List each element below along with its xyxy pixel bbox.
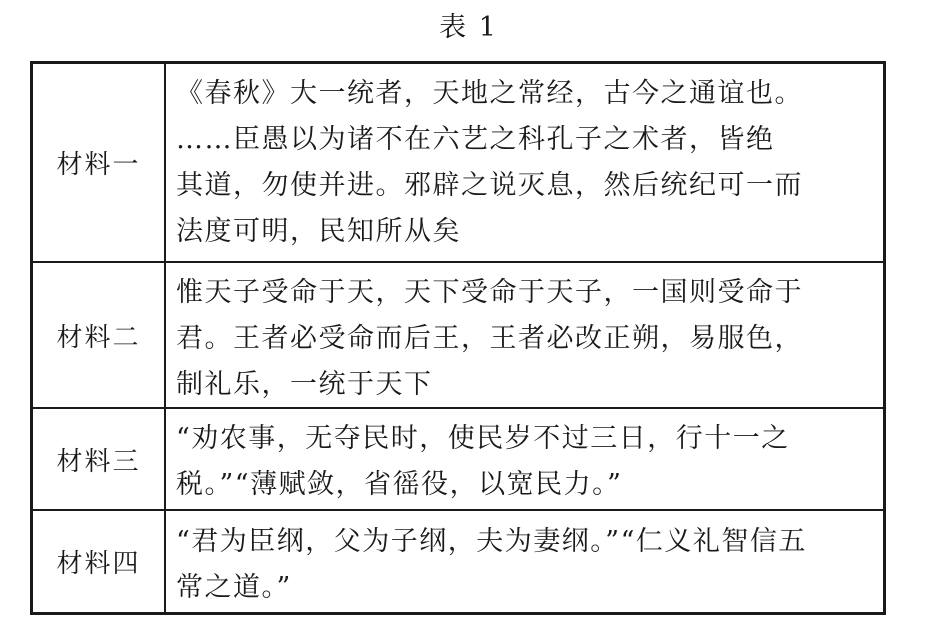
row-label: 材料二 (33, 263, 166, 407)
row-label: 材料一 (33, 64, 166, 261)
content-line: 法度可明，民知所从矣 (176, 216, 461, 247)
row-content (176, 270, 875, 408)
materials-table (30, 61, 886, 615)
row-label: 材料四 (33, 511, 166, 612)
row-content (176, 71, 875, 255)
table-caption: 表 1 (439, 12, 498, 43)
content-line: ……臣愚以为诸不在六艺之科孔子之术者，皆绝 (176, 124, 775, 155)
content-line: “劝农事，无夺民时，使民岁不过三日，行十一之 (176, 423, 790, 454)
row-content (176, 416, 875, 508)
content-line: “君为臣纲，父为子纲，夫为妻纲。”“仁义礼智信五 (176, 526, 807, 557)
table-row (33, 261, 883, 407)
content-line: 常之道。” (176, 572, 292, 603)
table-row (33, 64, 883, 261)
row-label: 材料三 (33, 409, 166, 509)
table-row (33, 407, 883, 509)
content-line: 制礼乐，一统于天下 (176, 369, 433, 400)
row-content (176, 519, 875, 611)
content-line: 税。”“薄赋敛，省徭役，以宽民力。” (176, 469, 623, 500)
content-line: 惟天子受命于天，天下受命于天子，一国则受命于 (176, 277, 803, 308)
content-line: 其道，勿使并进。邪辟之说灭息，然后统纪可一而 (176, 170, 803, 201)
content-line: 《春秋》大一统者，天地之常经，古今之通谊也。 (176, 78, 803, 109)
content-line: 君。王者必受命而后王，王者必改正朔，易服色， (176, 323, 803, 354)
table-row (33, 509, 883, 612)
